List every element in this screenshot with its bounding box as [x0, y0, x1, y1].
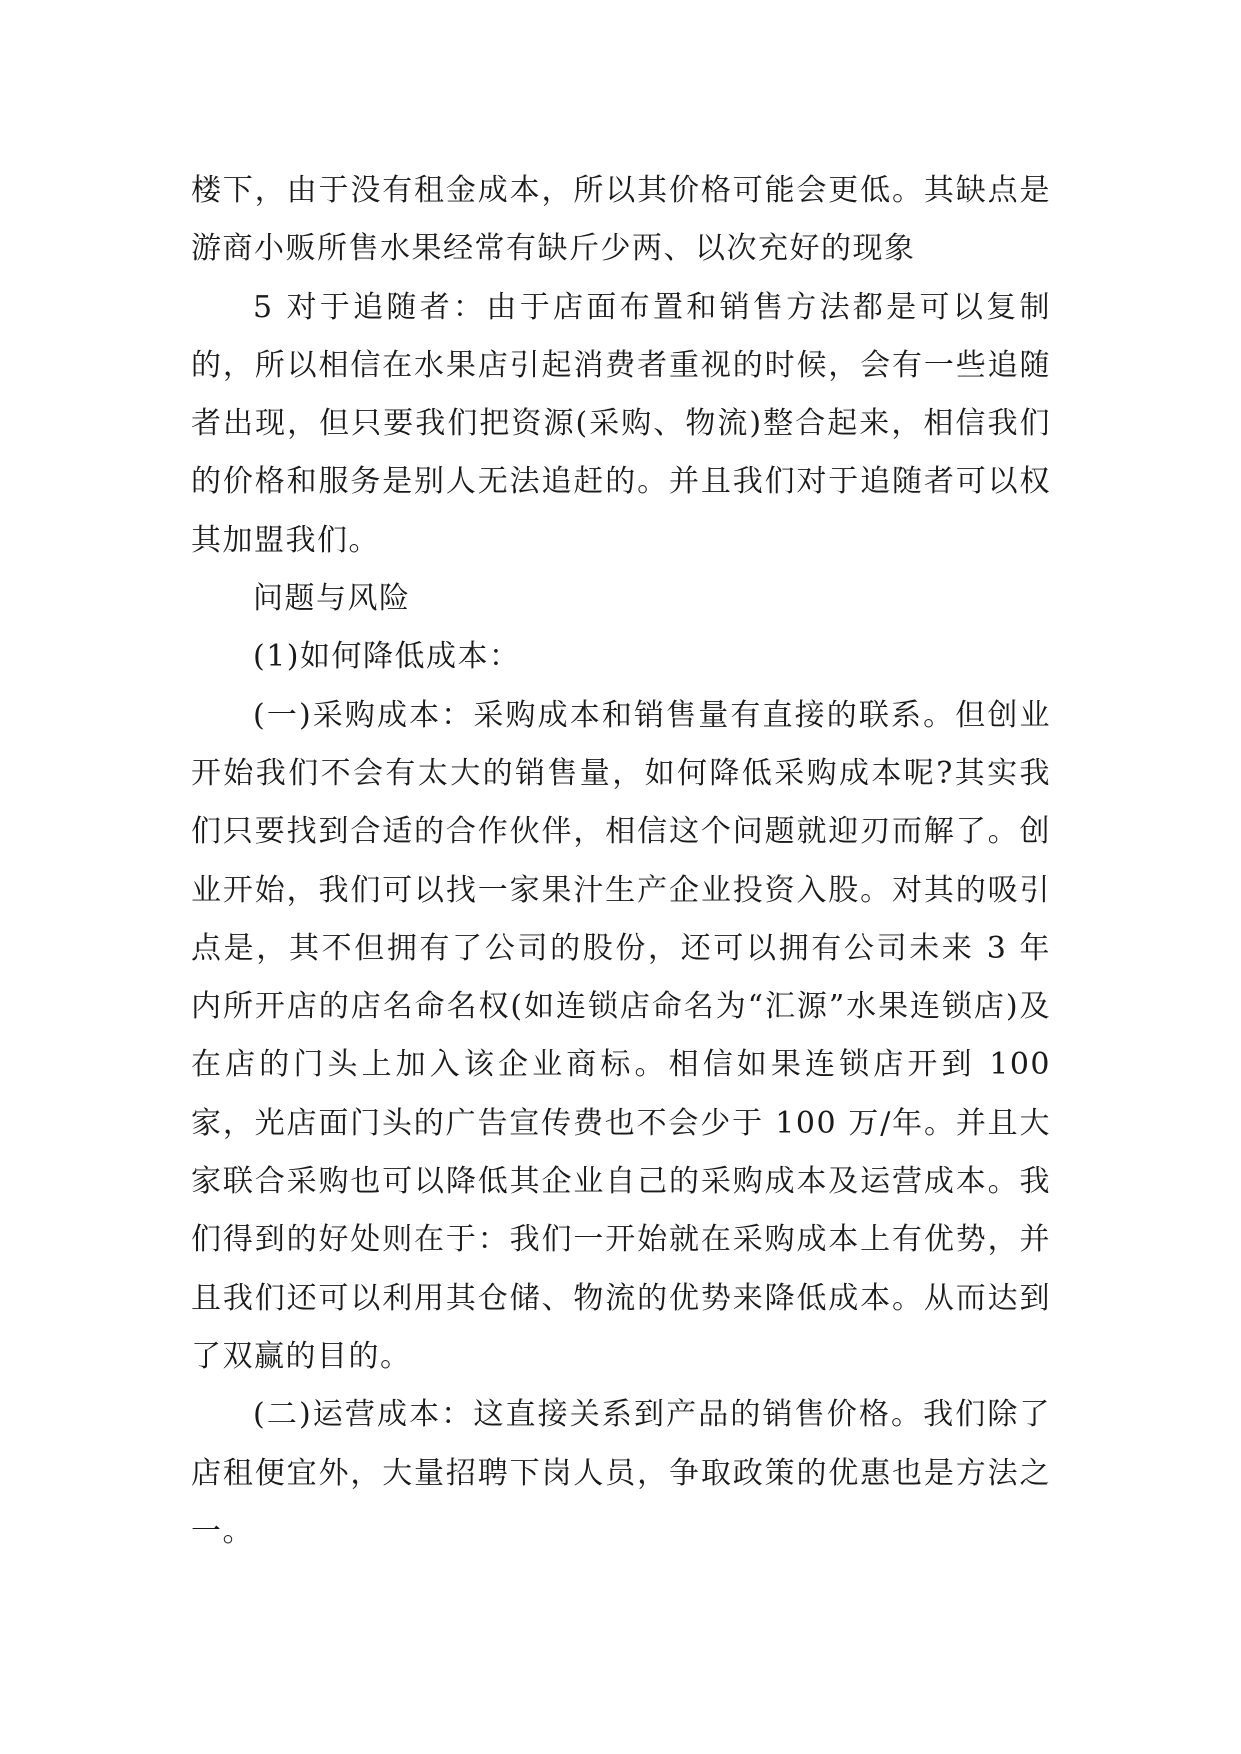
paragraph-purchase-cost: (一)采购成本：采购成本和销售量有直接的联系。但创业开始我们不会有太大的销售量，如何降低采购成本呢?其实我们只要找到合适的合作伙伴，相信这个问题就迎刃而解了。创业开始，我们可以找一家果汁生产企业投资入股。对其的吸引点是，其不但拥有了公司的股份，还可以拥有公司未来 3 年内所开店的店名命名权(如连锁店命名为“汇源”水果连锁店)及在店的门头上加入该企业商标。相信如果连锁店开到 100 家，光店面门头的广告宣传费也不会少于 100 万/年。并且大家联合采购也可以降低其企业自己的采购成本及运营成本。我们得到的好处则在于：我们一开始就在采购成本上有优势，并且我们还可以利用其仓储、物流的优势来降低成本。从而达到了双赢的目的。	[191, 697, 1051, 1374]
section-heading-problems-risks: 问题与风险	[253, 581, 411, 617]
subheading-reduce-cost: (1)如何降低成本：	[253, 639, 521, 675]
paragraph-operating-cost: (二)运营成本：这直接关系到产品的销售价格。我们除了店租便宜外，大量招聘下岗人员，争取政策的优惠也是方法之一。	[191, 1397, 1051, 1549]
paragraph-continuation: 楼下，由于没有租金成本，所以其价格可能会更低。其缺点是游商小贩所售水果经常有缺斤少两、以次充好的现象	[191, 173, 1051, 267]
document-body	[191, 162, 1051, 1561]
paragraph-followers: 5 对于追随者：由于店面布置和销售方法都是可以复制的，所以相信在水果店引起消费者重视的时候，会有一些追随者出现，但只要我们把资源(采购、物流)整合起来，相信我们的价格和服务是别人无法追赶的。并且我们对于追随者可以权其加盟我们。	[191, 289, 1051, 558]
